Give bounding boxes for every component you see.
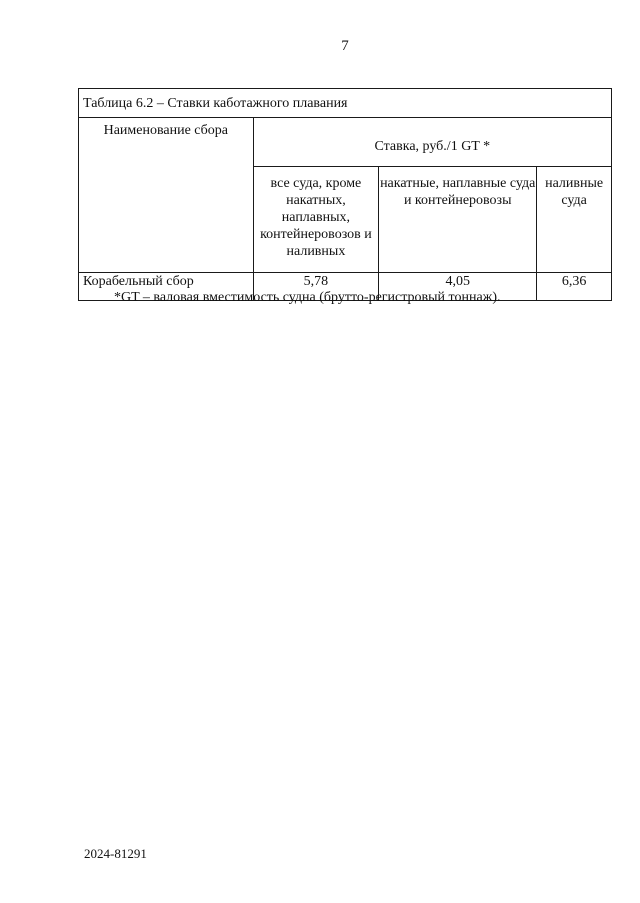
table-caption: Таблица 6.2 – Ставки каботажного плавания — [79, 89, 612, 118]
table-footnote: *GT – валовая вместимость судна (брутто-регистровый тоннаж). — [114, 290, 501, 305]
rate-column-header: Ставка, руб./1 GT * — [253, 118, 611, 167]
name-column-header: Наименование сбора — [79, 118, 254, 273]
fee-name-cell: Корабельный сбор — [79, 273, 254, 301]
rate-cell-all-vessels: 5,78 — [253, 273, 379, 301]
rate-cell-tankers: 6,36 — [537, 273, 612, 301]
page-number: 7 — [341, 38, 349, 54]
rate-cell-roro-container: 4,05 — [379, 273, 537, 301]
document-number: 2024-81291 — [84, 846, 147, 861]
table-header-row — [79, 118, 612, 167]
rates-table — [78, 88, 612, 301]
table-caption-row — [79, 89, 612, 118]
subheader-all-vessels: все суда, кроме накатных, наплавных, контейнеровозов и наливных — [253, 167, 379, 273]
subheader-roro-container: накатные, наплавные суда и контейнеровозы — [379, 167, 537, 273]
subheader-tankers: наливные суда — [537, 167, 612, 273]
